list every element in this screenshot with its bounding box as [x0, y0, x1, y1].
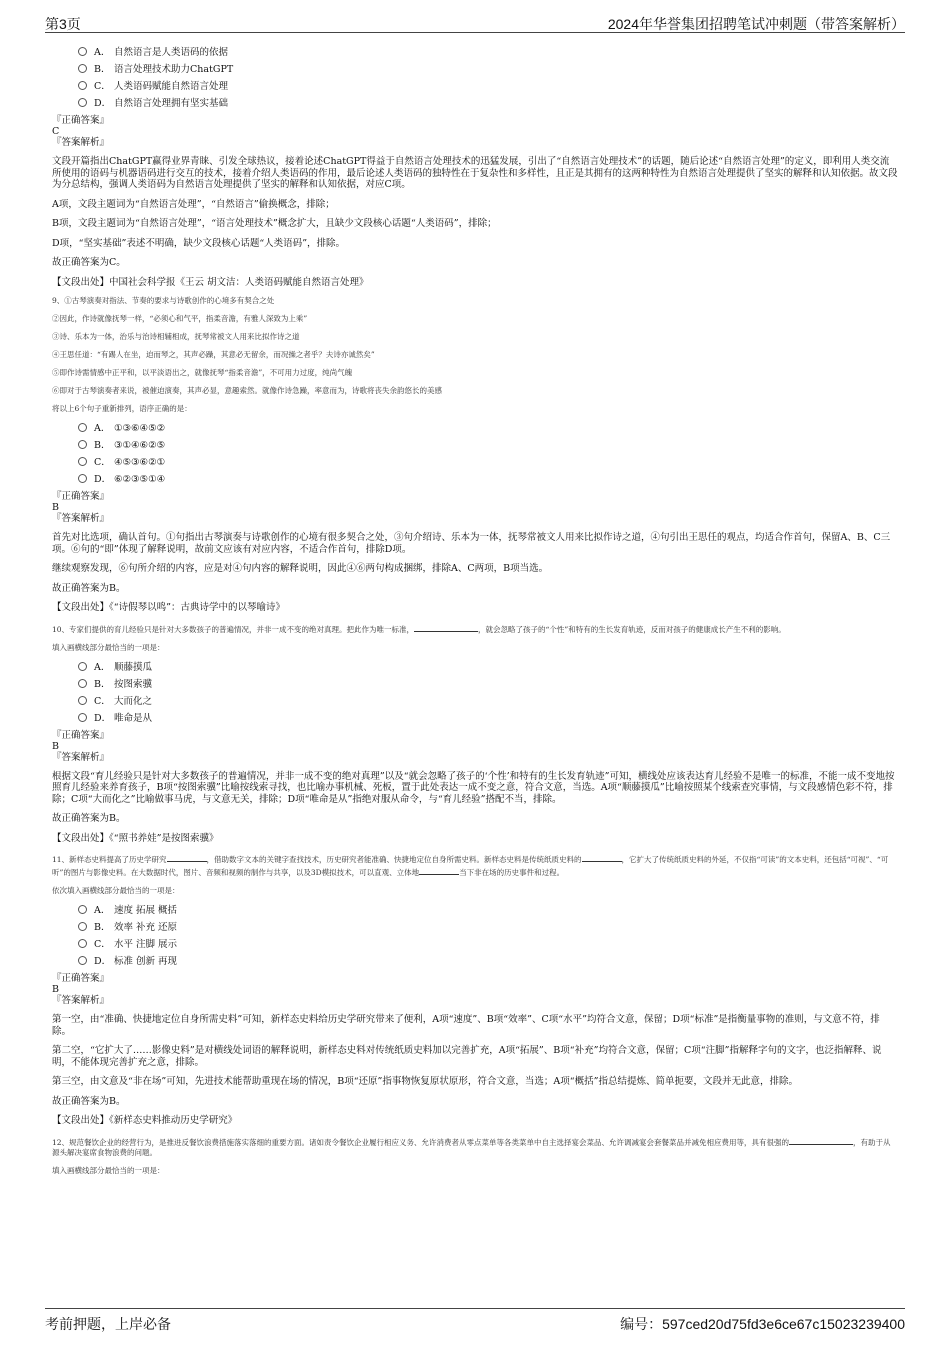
page-header: [45, 12, 905, 33]
correct-answer: B: [52, 502, 59, 513]
footer-slogan: 考前押题，上岸必备: [45, 1316, 171, 1332]
option-a[interactable]: A． ①③⑥④⑤②: [78, 420, 898, 437]
option-c[interactable]: C． 大而化之: [78, 693, 898, 710]
q10-options: [78, 659, 898, 727]
q11-options: [78, 902, 898, 970]
radio-icon[interactable]: [78, 474, 87, 483]
correct-answer-label: 『正确答案』: [52, 973, 110, 984]
analysis-label: 『答案解析』: [52, 513, 110, 524]
option-b[interactable]: B． 按图索骥: [78, 676, 898, 693]
analysis-paragraph: 第三空，由文意及“非在场”可知，先进技术能帮助重现在场的情况，B项“还原”指事物恢复原状原形，符合文意，当选；A项“概括”指总结提炼、简单扼要，文段并无此意，排除。: [52, 1076, 798, 1087]
radio-icon[interactable]: [78, 922, 87, 931]
question-prompt: 填入画横线部分最恰当的一项是：: [52, 642, 165, 652]
radio-icon[interactable]: [78, 956, 87, 965]
analysis-paragraph: 首先对比选项，确认首句。①句指出古琴演奏与诗歌创作的心境有很多契合之处，③句介绍诗、乐本为一体，抚琴常被文人用来比拟作诗之道，④句引出王思任的观点，均适合作首句，保留A、B、C三项。⑥句的“即”体现了解释说明，故前文应该有对应内容，不适合作首句，排除D项。: [52, 532, 891, 555]
option-b[interactable]: B． ③①④⑥②⑤: [78, 437, 898, 454]
option-a[interactable]: A． 顺藤摸瓜: [78, 659, 898, 676]
analysis-paragraph: 故正确答案为C。: [52, 257, 126, 268]
correct-answer-label: 『正确答案』: [52, 491, 110, 502]
fill-blank: [582, 852, 622, 862]
analysis-paragraph: D项，“坚实基础”表述不明确，缺少文段核心话题“人类语码”，排除。: [52, 237, 346, 249]
option-d[interactable]: D． ⑥②③⑤①④: [78, 471, 898, 488]
analysis-paragraph: 文段开篇指出ChatGPT赢得业界青睐、引发全球热议，接着论述ChatGPT得益于自然语言处理技术的迅猛发展，引出了“自然语言处理技术”的话题，随后论述“自然语言处理”的定义，即利用人类交流所使用的语码与机器语码进行交互的技术，接着介绍人类语码的作用，最后论述人类语码的独特性在于复杂性和多样性，且正是其拥有的这两种特性为自然语言处理提供了坚实的解释和认知依据。故文段为分总结构，强调人类语码为自然语言处理提供了坚实的解释和认知依据，对应C项。: [52, 156, 898, 190]
page-footer: [45, 1308, 905, 1333]
source-citation: 【文段出处】《“诗假琴以鸣”：古典诗学中的以琴喻诗》: [52, 602, 285, 613]
analysis-paragraph: 故正确答案为B。: [52, 1095, 126, 1107]
question-stem: 10、专家们提供的育儿经验只是针对大多数孩子的普遍情况，并非一成不变的绝对真理。把此作为唯一标准， ，就会忽略了孩子的“个性”和特有的生长发育轨迹，反而对孩子的健康成长产生不利的影响。: [52, 622, 898, 635]
option-c[interactable]: C． ④⑤③⑥②①: [78, 454, 898, 471]
correct-answer: B: [52, 984, 59, 995]
radio-icon[interactable]: [78, 939, 87, 948]
radio-icon[interactable]: [78, 423, 87, 432]
option-d[interactable]: D． 自然语言处理拥有坚实基础: [78, 95, 898, 112]
radio-icon[interactable]: [78, 47, 87, 56]
correct-answer: C: [52, 126, 60, 137]
correct-answer: B: [52, 740, 59, 752]
document-code: 编号：597ced20d75fd3e6ce67c15023239400: [620, 1316, 905, 1332]
source-citation: 【文段出处】《新样态史料推动历史学研究》: [52, 1115, 238, 1126]
question-prompt: 将以上6个句子重新排列，语序正确的是：: [52, 404, 192, 413]
option-d[interactable]: D． 标准 创新 再现: [78, 953, 898, 970]
q8-options: [78, 44, 898, 112]
sentence-item: ⑤即作诗需情感中正平和，以平淡语出之，就像抚琴“指柔音澹”，不可用力过度，纯尚气魄: [52, 368, 353, 377]
correct-answer-label: 『正确答案』: [52, 729, 110, 741]
question-prompt: 依次填入画横线部分最恰当的一项是：: [52, 886, 180, 895]
analysis-paragraph: 继续观察发现，⑥句所介绍的内容，应是对④句内容的解释说明，因此④⑥两句构成捆绑，排除A、C两项，B项当选。: [52, 563, 549, 574]
option-a[interactable]: A． 自然语言是人类语码的依据: [78, 44, 898, 61]
radio-icon[interactable]: [78, 64, 87, 73]
radio-icon[interactable]: [78, 662, 87, 671]
page-number: 第3页: [45, 16, 81, 32]
question-stem: 12、规范餐饮企业的经营行为，是推进反餐饮浪费措施落实落细的重要方面。诸如责令餐饮企业履行相应义务、允许消费者从零点菜单等各类菜单中自主选择宴会菜品、允许调减宴会套餐菜品并减免相应费用等，具有很强的 ，有助于从源头解决宴席食物浪费的问题。: [52, 1135, 898, 1158]
radio-icon[interactable]: [78, 440, 87, 449]
option-d[interactable]: D． 唯命是从: [78, 710, 898, 727]
radio-icon[interactable]: [78, 457, 87, 466]
analysis-paragraph: 第一空，由“准确、快捷地定位自身所需史料”可知，新样态史料给历史学研究带来了便利，A项“速度”、B项“效率”、C项“水平”均符合文意，保留；D项“标准”是指衡量事物的准则，与文意不符，排除。: [52, 1014, 880, 1037]
radio-icon[interactable]: [78, 679, 87, 688]
sentence-item: ③诗、乐本为一体，治乐与治诗相辅相成，抚琴常被文人用来比拟作诗之道: [52, 332, 300, 341]
radio-icon[interactable]: [78, 98, 87, 107]
source-citation: 【文段出处】《“照书养娃”是按图索骥》: [52, 832, 219, 844]
analysis-label: 『答案解析』: [52, 751, 110, 763]
fill-blank: [167, 852, 207, 862]
option-c[interactable]: C． 人类语码赋能自然语言处理: [78, 78, 898, 95]
option-c[interactable]: C． 水平 注脚 展示: [78, 936, 898, 953]
sentence-item: ⑥即对于古琴演奏者来说，被催迫演奏，其声必显，意趣索然。就像作诗急躁，率意而为，诗歌将丧失余韵悠长的美感: [52, 386, 442, 395]
option-b[interactable]: B． 效率 补充 还原: [78, 919, 898, 936]
option-a[interactable]: A． 速度 拓展 概括: [78, 902, 898, 919]
analysis-paragraph: 故正确答案为B。: [52, 582, 126, 594]
analysis-label: 『答案解析』: [52, 137, 110, 148]
page-content: [52, 44, 898, 1176]
analysis-paragraph: 故正确答案为B。: [52, 813, 126, 824]
analysis-paragraph: B项，文段主题词为“自然语言处理”，“语言处理技术”概念扩大，且缺少文段核心话题“人类语码”，排除；: [52, 218, 497, 229]
analysis-paragraph: A项，文段主题词为“自然语言处理”，“自然语言”偷换概念，排除；: [52, 198, 335, 210]
question-stem: 9、①古琴演奏对指法、节奏的要求与诗歌创作的心境多有契合之处: [52, 296, 275, 305]
fill-blank: [789, 1135, 853, 1145]
option-b[interactable]: B． 语言处理技术助力ChatGPT: [78, 61, 898, 78]
sentence-item: ②因此，作诗就像抚琴一样，“必须心和气平，指柔音澹，有雅人深致为上乘”: [52, 314, 308, 323]
radio-icon[interactable]: [78, 905, 87, 914]
analysis-paragraph: 根据文段“育儿经验只是针对大多数孩子的普遍情况，并非一成不变的绝对真理”以及“就会忽略了孩子的‘个性’和特有的生长发育轨迹”可知，横线处应该表达育儿经验不是唯一的标准，不能一成不变地按照育儿经验来养育孩子，B项“按图索骥”比喻按线索寻找，也比喻办事机械、死板，置于此处表达一成不变之意，符合文意，当选。A项“顺藤摸瓜”比喻按照某个线索查究事情，与文段感情色彩不符，排除；C项“大而化之”比喻做事马虎，与文意无关，排除；D项“唯命是从”指绝对服从命令，与“育儿经验”搭配不当，排除。: [52, 770, 895, 805]
analysis-paragraph: 第二空，“它扩大了……影像史料”是对横线处词语的解释说明，新样态史料对传统纸质史料加以完善扩充，A项“拓展”、B项“补充”均符合文意，保留；C项“注脚”指解释字句的文字，也泛指解释、说明，不能体现完善扩充之意，排除。: [52, 1045, 882, 1068]
radio-icon[interactable]: [78, 696, 87, 705]
correct-answer-label: 『正确答案』: [52, 115, 110, 126]
question-stem: 11、新样态史料提高了历史学研究 ，借助数字文本的关键字查找技术，历史研究者能准确、快捷地定位自身所需史料。新样态史料是传统纸质史料的 ，它扩大了传统纸质史料的外延，不仅指“可读”的文本史料，还包括“可视”、“可听”的图片与影像史料。在大数据时代，图片、音频和视频的制作与共享，以及3D模拟技术，可以直观、立体地 当下非在场的历史事件和过程。: [52, 852, 898, 878]
source-citation: 【文段出处】中国社会科学报《王云 胡文洁：人类语码赋能自然语言处理》: [52, 276, 369, 288]
analysis-label: 『答案解析』: [52, 995, 110, 1006]
fill-blank: [414, 622, 478, 632]
radio-icon[interactable]: [78, 81, 87, 90]
question-prompt: 填入画横线部分最恰当的一项是：: [52, 1165, 165, 1175]
fill-blank: [419, 865, 459, 875]
q9-options: [78, 420, 898, 488]
sentence-item: ④王思任道：“有踢人在坐，迫而琴之，其声必躁，其意必无留余，而况操之者乎？夫诗亦诚然矣”: [52, 350, 375, 359]
radio-icon[interactable]: [78, 713, 87, 722]
document-title: 2024年华誉集团招聘笔试冲刺题（带答案解析）: [607, 16, 905, 32]
